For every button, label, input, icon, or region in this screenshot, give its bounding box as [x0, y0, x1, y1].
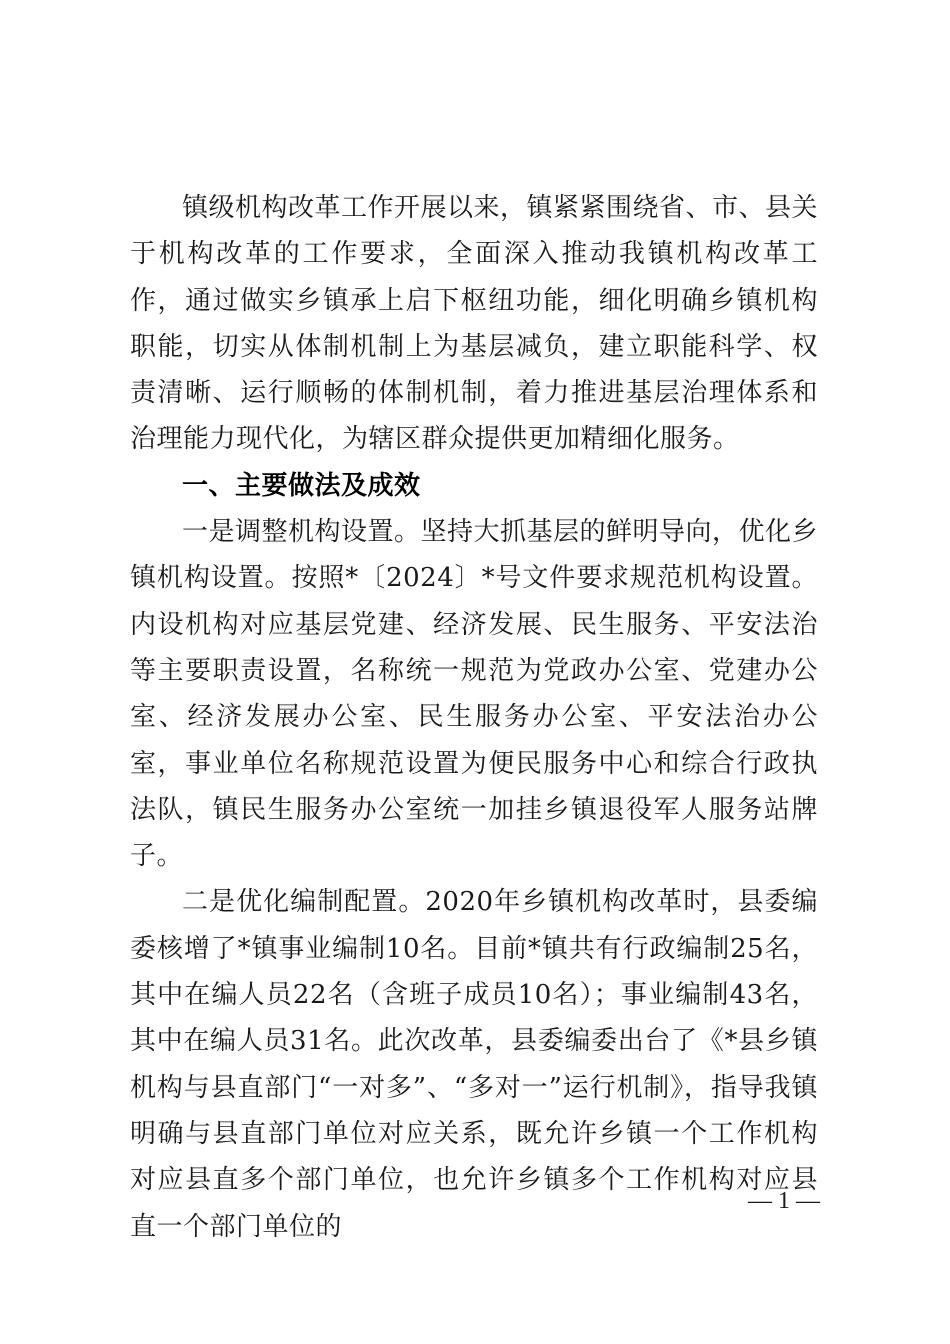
section-heading: 一、主要做法及成效: [182, 470, 421, 501]
intro-paragraph: 镇级机构改革工作开展以来，镇紧紧围绕省、市、县关于机构改革的工作要求，全面深入推动我镇机构改革工作，通过做实乡镇承上启下枢纽功能，细化明确乡镇机构职能，切实从体制机制上为基层减负，建立职能科学、权责清晰、运行顺畅的体制机制，着力推进基层治理体系和治理能力现代化，为辖区群众提供更加精细化服务。: [130, 193, 819, 455]
page-number: — 1 —: [748, 1188, 820, 1214]
paragraph-optimize-staffing: 二是优化编制配置。2020年乡镇机构改革时，县委编委核增了*镇事业编制10名。目前*镇共有行政编制25名，其中在编人员22名（含班子成员10名）；事业编制43名，其中在编人员31名。此次改革，县委编委出台了《*县乡镇机构与县直部门“一对多”、“多对一”运行机制》，指导我镇明确与县直部门单位对应关系，既允许乡镇一个工作机构对应县直多个部门单位，也允许乡镇多个工作机构对应县直一个部门单位的: [130, 887, 818, 1242]
paragraph-adjust-institutions: 一是调整机构设置。坚持大抓基层的鲜明导向，优化乡镇机构设置。按照*〔2024〕*号文件要求规范机构设置。内设机构对应基层党建、经济发展、民生服务、平安法治等主要职责设置，名称统一规范为党政办公室、党建办公室、经济发展办公室、民生服务办公室、平安法治办公室，事业单位名称规范设置为便民服务中心和综合行政执法队，镇民生服务办公室统一加挂乡镇退役军人服务站牌子。: [130, 517, 819, 872]
document-body: [130, 185, 818, 1250]
